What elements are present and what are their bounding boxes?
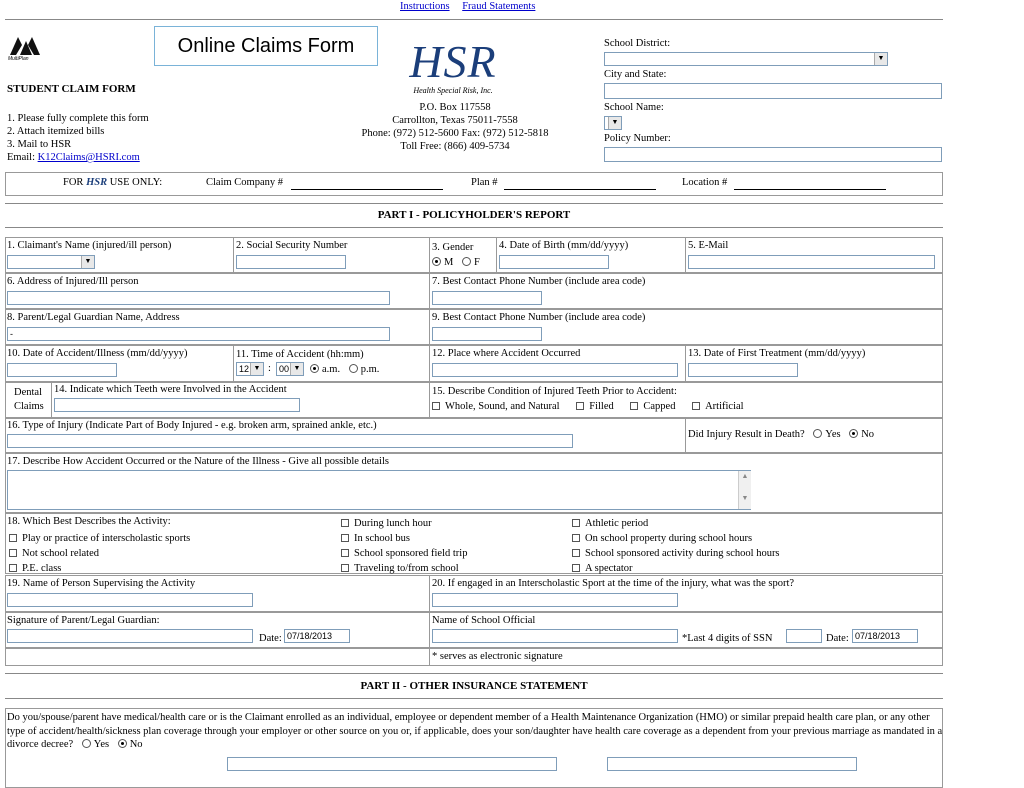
chevron-down-icon: ▼ bbox=[874, 53, 887, 65]
gender-f-label: F bbox=[473, 257, 480, 268]
divider bbox=[5, 698, 943, 699]
checkbox[interactable] bbox=[341, 564, 349, 572]
plan-label: Plan # bbox=[471, 177, 498, 188]
hour-value: 12 bbox=[239, 364, 250, 374]
gender-label: 3. Gender bbox=[432, 242, 474, 253]
teeth-label: 14. Indicate which Teeth were Involved in the Accident bbox=[54, 384, 287, 395]
divider bbox=[5, 19, 943, 20]
other-insurance-yes-radio[interactable] bbox=[82, 739, 91, 748]
use-only-brand: HSR bbox=[86, 177, 108, 188]
checkbox[interactable] bbox=[572, 534, 580, 542]
policy-number-label: Policy Number: bbox=[604, 133, 671, 144]
checkbox-label: Whole, Sound, and Natural bbox=[445, 401, 560, 412]
hsr-address bbox=[330, 101, 580, 153]
email-field-label: 5. E-Mail bbox=[688, 240, 729, 251]
checkbox[interactable] bbox=[9, 534, 17, 542]
checkbox[interactable] bbox=[572, 519, 580, 527]
signature-date-input[interactable]: 07/18/2013 bbox=[284, 629, 350, 643]
am-radio[interactable] bbox=[310, 364, 319, 373]
checkbox[interactable] bbox=[9, 549, 17, 557]
part1-title: PART I - POLICYHOLDER'S REPORT bbox=[377, 209, 571, 221]
dental-label: Dental bbox=[14, 387, 42, 398]
checkbox-label: In school bus bbox=[354, 533, 410, 544]
cell-divider bbox=[51, 382, 52, 418]
checkbox[interactable] bbox=[341, 519, 349, 527]
ssn-label: 2. Social Security Number bbox=[236, 240, 348, 251]
other-insurance-no-radio[interactable] bbox=[118, 739, 127, 748]
gender-m-radio[interactable] bbox=[432, 257, 441, 266]
pm-radio[interactable] bbox=[349, 364, 358, 373]
chevron-down-icon: ▼ bbox=[81, 256, 94, 268]
death-yes-label: Yes bbox=[825, 429, 841, 440]
checkbox-label: Athletic period bbox=[585, 518, 649, 529]
minute-select[interactable] bbox=[276, 362, 304, 376]
chevron-down-icon: ▼ bbox=[290, 363, 303, 375]
instruction-3: 3. Mail to HSR bbox=[7, 139, 72, 150]
hour-select[interactable] bbox=[236, 362, 264, 376]
claims-label: Claims bbox=[14, 401, 44, 412]
official-date-input[interactable]: 07/18/2013 bbox=[852, 629, 918, 643]
textarea-scrollbar[interactable]: ▲ ▼ bbox=[738, 471, 751, 509]
checkbox[interactable] bbox=[341, 534, 349, 542]
death-yes-radio[interactable] bbox=[813, 429, 822, 438]
multiplan-logo-icon bbox=[8, 35, 42, 55]
time-colon: : bbox=[268, 363, 271, 374]
first-treatment-label: 13. Date of First Treatment (mm/dd/yyyy) bbox=[688, 348, 866, 359]
top-links bbox=[400, 1, 535, 12]
claimant-name-label: 1. Claimant's Name (injured/ill person) bbox=[7, 240, 172, 251]
insurance-policy-input[interactable] bbox=[607, 757, 857, 771]
ssn-last4-label: *Last 4 digits of SSN bbox=[682, 633, 773, 644]
checkbox[interactable] bbox=[9, 564, 17, 572]
checkbox[interactable] bbox=[576, 402, 584, 410]
city-state-label: City and State: bbox=[604, 69, 667, 80]
claim-company-label: Claim Company # bbox=[206, 177, 283, 188]
checkbox-label: During lunch hour bbox=[354, 518, 432, 529]
accident-time-label: 11. Time of Accident (hh:mm) bbox=[236, 349, 364, 360]
cell-divider bbox=[233, 345, 234, 382]
checkbox[interactable] bbox=[572, 564, 580, 572]
pm-label: p.m. bbox=[360, 364, 380, 375]
divider bbox=[5, 227, 943, 228]
hsr-logo: HSR bbox=[409, 36, 497, 87]
ssn-last4-input[interactable] bbox=[786, 629, 822, 643]
death-no-radio[interactable] bbox=[849, 429, 858, 438]
checkbox-label: Traveling to/from school bbox=[354, 563, 459, 574]
checkbox[interactable] bbox=[630, 402, 638, 410]
page-title: Online Claims Form bbox=[154, 26, 378, 66]
divider bbox=[5, 673, 943, 674]
checkbox-label: Play or practice of interscholastic sports bbox=[22, 533, 191, 544]
teeth-input[interactable] bbox=[54, 398, 300, 412]
cell-divider bbox=[685, 345, 686, 382]
other-insurance-no-label: No bbox=[129, 739, 143, 750]
ampm-options bbox=[304, 364, 379, 375]
school-district-select[interactable] bbox=[604, 52, 888, 66]
checkbox-label: On school property during school hours bbox=[585, 533, 753, 544]
official-date-label: Date: bbox=[826, 633, 849, 644]
death-question-label: Did Injury Result in Death? bbox=[688, 429, 805, 440]
first-treatment-input[interactable] bbox=[688, 363, 798, 377]
fraud-statements-link[interactable]: Fraud Statements bbox=[462, 1, 536, 12]
instruction-1: 1. Please fully complete this form bbox=[7, 113, 149, 124]
injury-type-input[interactable] bbox=[7, 434, 573, 448]
accident-description-label: 17. Describe How Accident Occurred or the Nature of the Illness - Give all possible details bbox=[7, 456, 389, 467]
cell-divider bbox=[429, 382, 430, 418]
checkbox[interactable] bbox=[341, 549, 349, 557]
sport-input[interactable] bbox=[432, 593, 678, 607]
form-title: STUDENT CLAIM FORM bbox=[7, 83, 136, 95]
multiplan-logo bbox=[8, 35, 46, 65]
accident-date-input[interactable] bbox=[7, 363, 117, 377]
location-line bbox=[734, 189, 886, 190]
use-only-suffix: USE ONLY: bbox=[109, 177, 163, 188]
guardian-label: 8. Parent/Legal Guardian Name, Address bbox=[7, 312, 180, 323]
plan-line bbox=[504, 189, 656, 190]
checkbox-label: Artificial bbox=[705, 401, 744, 412]
dob-label: 4. Date of Birth (mm/dd/yyyy) bbox=[499, 240, 629, 251]
cell-divider bbox=[429, 309, 430, 345]
cell-divider bbox=[496, 237, 497, 273]
address-line: Phone: (972) 512-5600 Fax: (972) 512-5818 bbox=[361, 128, 549, 139]
esignature-note: * serves as electronic signature bbox=[432, 651, 563, 662]
address-line: P.O. Box 117558 bbox=[419, 102, 491, 113]
signature-input[interactable] bbox=[7, 629, 253, 643]
cell-divider bbox=[429, 575, 430, 612]
address-line: Toll Free: (866) 409-5734 bbox=[400, 141, 510, 152]
activity-col-1 bbox=[9, 531, 190, 576]
official-label: Name of School Official bbox=[432, 615, 536, 626]
logo-text: MultiPlan bbox=[8, 56, 29, 62]
insurance-company-input[interactable] bbox=[227, 757, 557, 771]
school-name-label: School Name: bbox=[604, 102, 664, 113]
email-link[interactable]: K12Claims@HSRI.com bbox=[37, 152, 140, 163]
other-insurance-yes-label: Yes bbox=[93, 739, 110, 750]
guardian-phone-label: 9. Best Contact Phone Number (include area code) bbox=[432, 312, 646, 323]
school-name-select[interactable] bbox=[604, 116, 622, 130]
signature-date-label: Date: bbox=[259, 633, 282, 644]
supervisor-input[interactable] bbox=[7, 593, 253, 607]
instructions-link[interactable]: Instructions bbox=[400, 1, 450, 12]
checkbox-label: P.E. class bbox=[22, 563, 62, 574]
use-only-label bbox=[63, 177, 162, 188]
ssn-input[interactable] bbox=[236, 255, 346, 269]
checkbox-label: A spectator bbox=[585, 563, 633, 574]
activity-col-2 bbox=[341, 516, 467, 576]
instruction-2: 2. Attach itemized bills bbox=[7, 126, 105, 137]
guardian-input[interactable]: - bbox=[7, 327, 390, 341]
location-label: Location # bbox=[682, 177, 728, 188]
instructions-list bbox=[7, 112, 149, 164]
place-label: 12. Place where Accident Occurred bbox=[432, 348, 581, 359]
teeth-condition-label: 15. Describe Condition of Injured Teeth Prior to Accident: bbox=[432, 386, 677, 397]
part2-title: PART II - OTHER INSURANCE STATEMENT bbox=[360, 680, 588, 692]
supervisor-label: 19. Name of Person Supervising the Activity bbox=[7, 578, 196, 589]
sport-label: 20. If engaged in an Interscholastic Sport at the time of the injury, what was the sport? bbox=[432, 578, 795, 589]
accident-date-label: 10. Date of Accident/Illness (mm/dd/yyyy) bbox=[7, 348, 188, 359]
checkbox[interactable] bbox=[432, 402, 440, 410]
activity-label: 18. Which Best Describes the Activity: bbox=[7, 516, 171, 527]
cell-divider bbox=[685, 237, 686, 273]
school-district-label: School District: bbox=[604, 38, 671, 49]
policy-number-input[interactable] bbox=[604, 147, 942, 162]
cell-divider bbox=[233, 237, 234, 273]
am-label: a.m. bbox=[322, 364, 341, 375]
injury-type-label: 16. Type of Injury (Indicate Part of Body Injured - e.g. broken arm, sprained ankle, etc.) bbox=[7, 420, 377, 431]
cell-divider bbox=[429, 273, 430, 309]
checkbox-label: Capped bbox=[643, 401, 676, 412]
cell-divider bbox=[685, 418, 686, 453]
checkbox[interactable] bbox=[572, 549, 580, 557]
official-input[interactable] bbox=[432, 629, 678, 643]
teeth-condition-options bbox=[432, 401, 744, 412]
chevron-down-icon: ▼ bbox=[250, 363, 263, 375]
death-question bbox=[688, 429, 874, 440]
address-label: 6. Address of Injured/Ill person bbox=[7, 276, 139, 287]
dob-input[interactable] bbox=[499, 255, 609, 269]
email-field[interactable] bbox=[688, 255, 935, 269]
guardian-phone-input[interactable] bbox=[432, 327, 542, 341]
divider bbox=[5, 203, 943, 204]
checkbox[interactable] bbox=[692, 402, 700, 410]
activity-col-3 bbox=[572, 516, 780, 576]
address-input[interactable] bbox=[7, 291, 390, 305]
chevron-down-icon: ▼ bbox=[608, 117, 621, 129]
checkbox-label: Not school related bbox=[22, 548, 99, 559]
other-insurance-question bbox=[7, 711, 943, 752]
phone-input[interactable] bbox=[432, 291, 542, 305]
hsr-tagline: Health Special Risk, Inc. bbox=[413, 86, 493, 95]
checkbox-label: School sponsored activity during school hours bbox=[585, 548, 780, 559]
email-line bbox=[7, 151, 149, 164]
use-only-prefix: FOR bbox=[63, 177, 84, 188]
gender-m-label: M bbox=[444, 257, 454, 268]
claimant-name-select[interactable] bbox=[7, 255, 95, 269]
claim-company-line bbox=[291, 189, 443, 190]
death-no-label: No bbox=[861, 429, 875, 440]
accident-description-textarea[interactable] bbox=[7, 470, 751, 510]
gender-f-radio[interactable] bbox=[462, 257, 471, 266]
city-state-input[interactable] bbox=[604, 83, 942, 99]
minute-value: 00 bbox=[279, 364, 290, 374]
other-insurance-text: Do you/spouse/parent have medical/health care or is the Claimant enrolled as an individual, employee or dependent member of a Health Maintenance Organization (HMO) or similar prepaid health care plan, or any other type of accident/health/sickness plan coverage through your employer or other source on you or, if applicable, does your son/daughter have health care coverage as a dependent from your previous marriage as mandated in a divorce decree? bbox=[7, 712, 943, 750]
signature-label: Signature of Parent/Legal Guardian: bbox=[7, 615, 160, 626]
gender-options bbox=[426, 257, 480, 268]
address-line: Carrollton, Texas 75011-7558 bbox=[392, 115, 518, 126]
checkbox-label: School sponsored field trip bbox=[354, 548, 468, 559]
cell-divider bbox=[429, 345, 430, 382]
email-label: Email: bbox=[7, 152, 35, 163]
phone-label: 7. Best Contact Phone Number (include area code) bbox=[432, 276, 646, 287]
place-input[interactable] bbox=[432, 363, 678, 377]
checkbox-label: Filled bbox=[589, 401, 614, 412]
